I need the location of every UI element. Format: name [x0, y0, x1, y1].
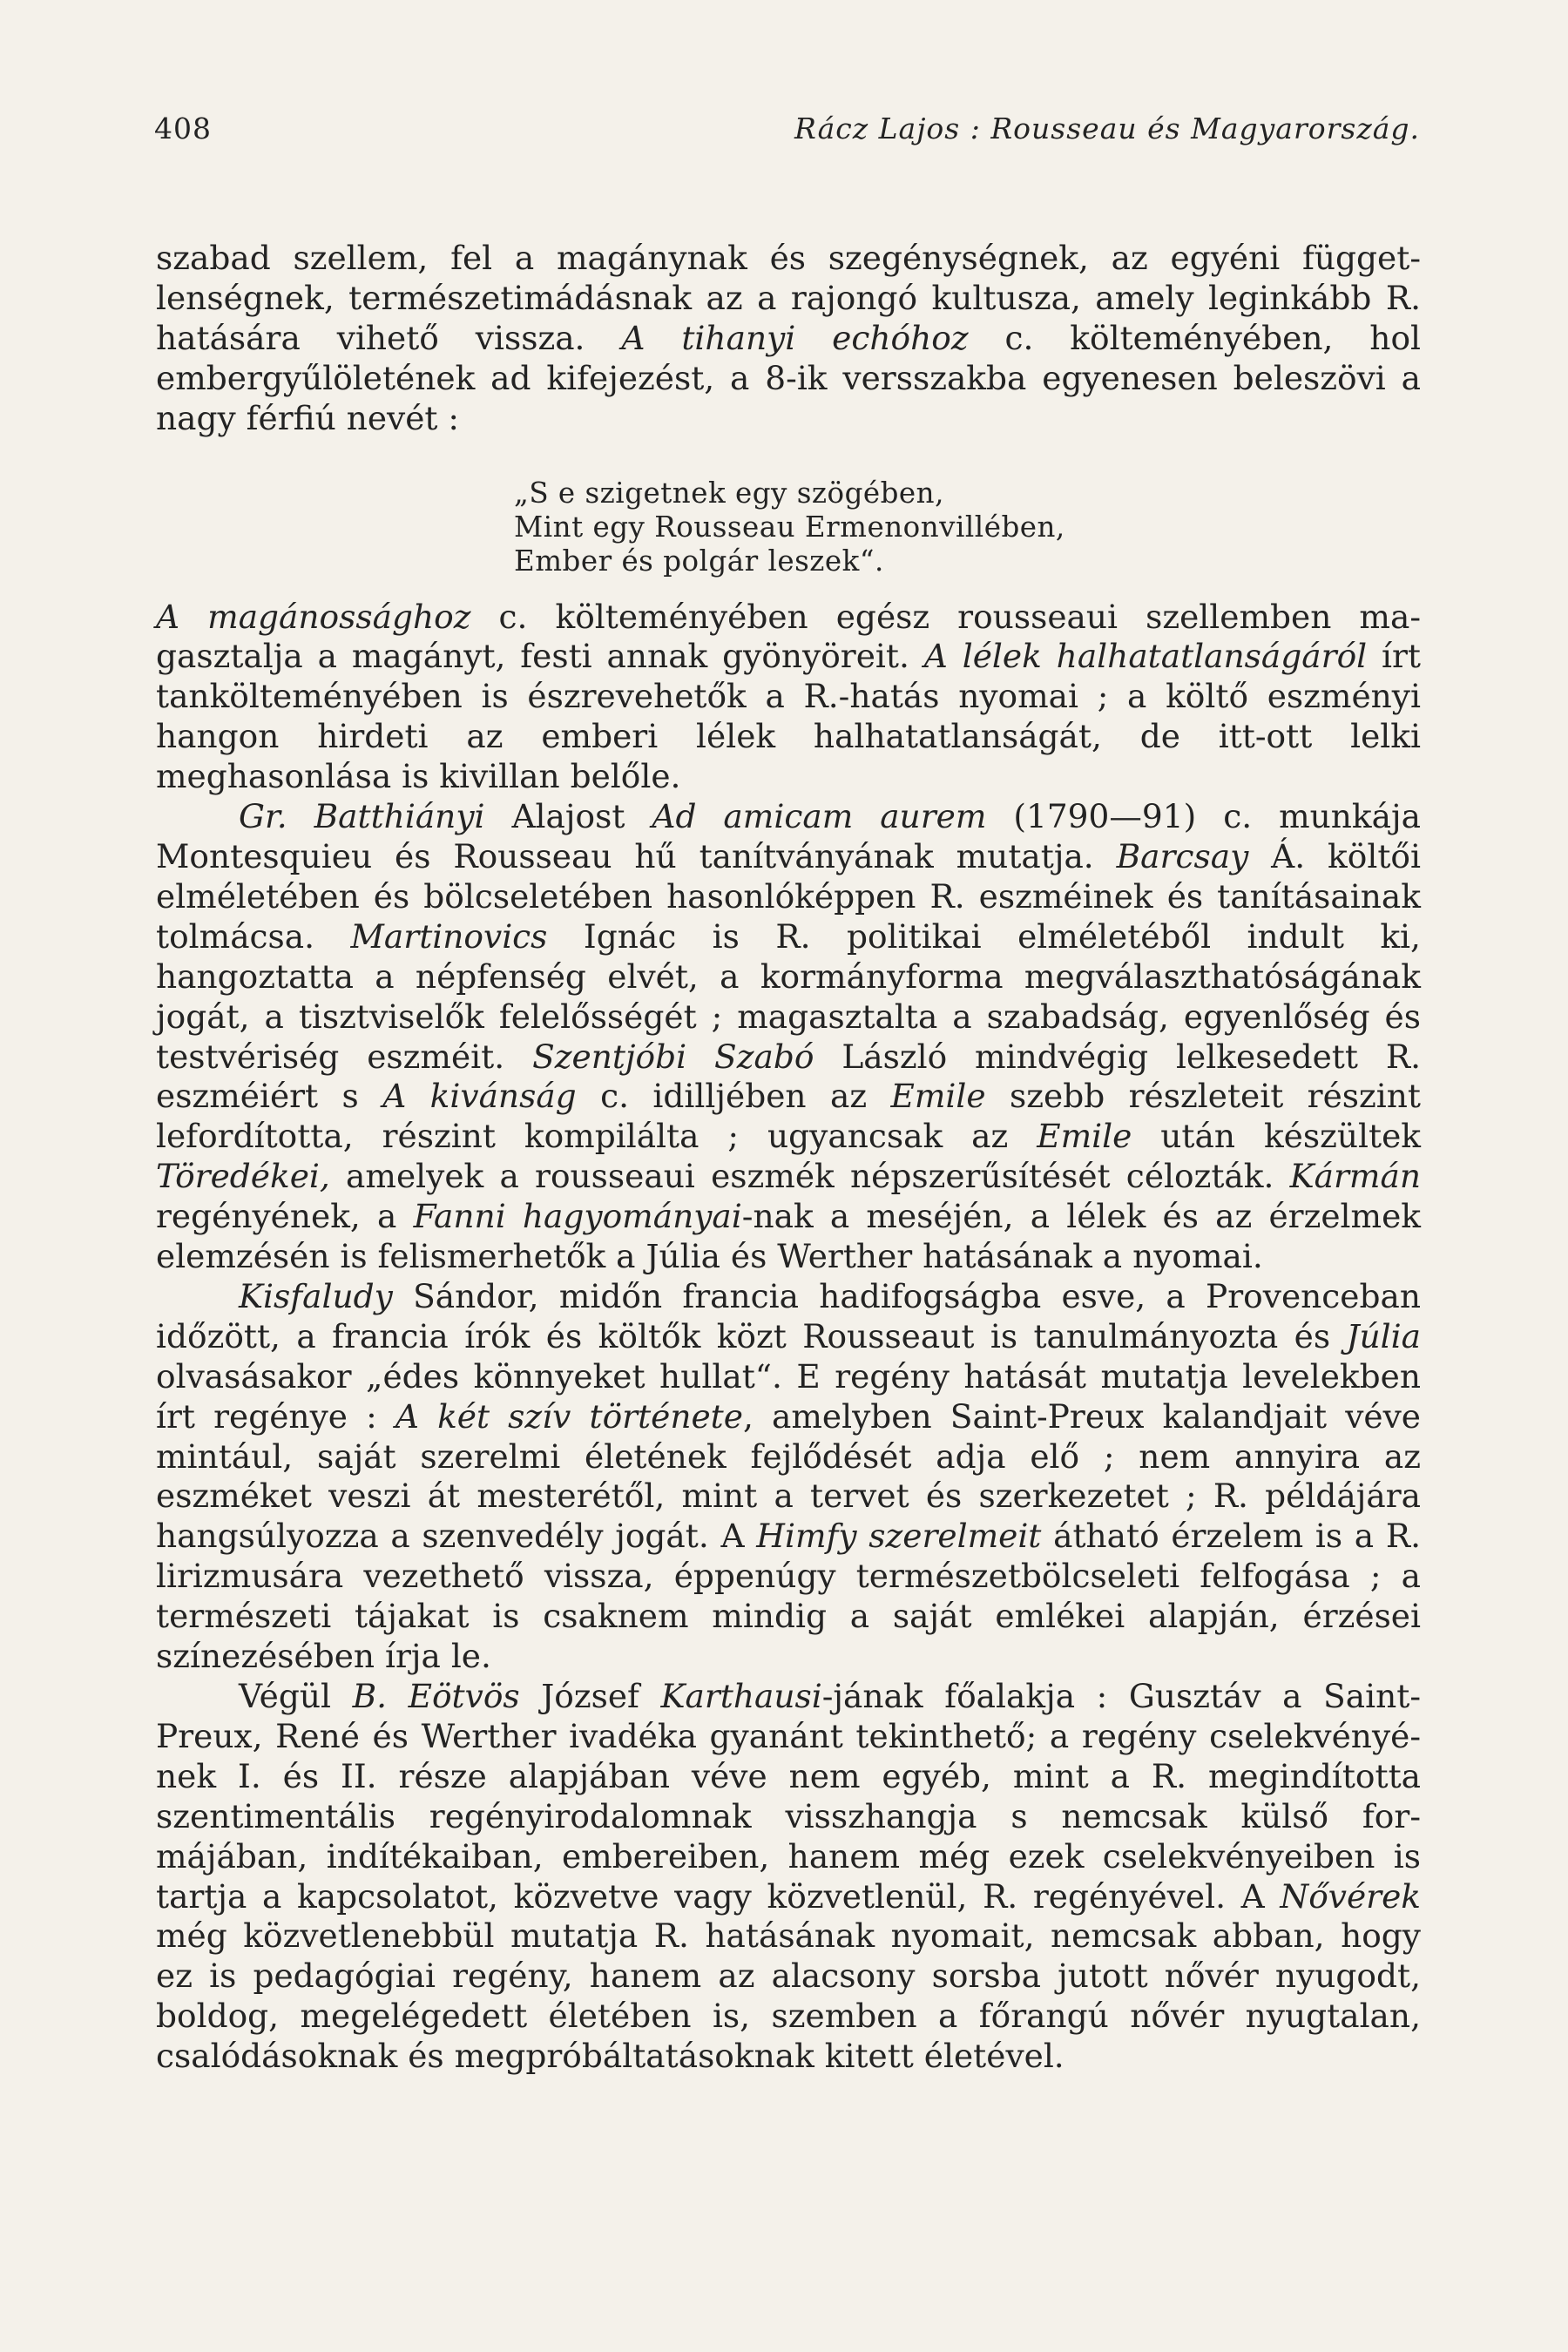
paragraph-4 [156, 1277, 1421, 1677]
page-header [154, 112, 1420, 155]
work-title: A két szív története [395, 1396, 743, 1436]
text-run: szebb részleteit részint lefordította, részint kompilálta ; ugyancsak az [156, 1077, 1421, 1156]
paragraph-5 [156, 1677, 1421, 2077]
poem-line: Ember és polgár leszek“. [514, 544, 884, 578]
text-run: -jának főalakja : Gusztáv a Saint-Preux, René és Werther ivadéka gyanánt tekinthető; a regény cselekvényének I. és II. része alapjában véve nem egyéb, mint a R. megindította szentimentális regényirodalomnak visszhangja s nemcsak külső formájában, indítékaiban, embereiben, hanem még ezek cselekvényeiben is tartja a kapcsolatot, közvetve vagy közvetlenül, R. regényével. A [156, 1677, 1421, 1916]
paragraph-1 [156, 239, 1421, 439]
poem-title: A magánossághoz [156, 597, 471, 636]
text-run: c. költeményében egész rousseaui szellemben magasztalja a magányt, festi annak gyönyöreit. [156, 597, 1421, 676]
text-run: c. idilljében az [576, 1077, 891, 1116]
poem-title: A tihanyi echóhoz [621, 318, 969, 357]
text-run: László mindvégig lelkesedett R. eszméiért s [156, 1037, 1421, 1116]
text-run: (1790—91) c. munkája Montesquieu és Rousseau hű tanítványának mutatja. [156, 797, 1421, 875]
poem-quote [514, 476, 1421, 578]
text-run: olvasásakor „édes könnyeket hullat“. E regény hatását mutatja levelekben írt regénye : [156, 1356, 1421, 1436]
text-run: Á. költői elméletében és bölcseletében hasonlóképpen R. eszméinek és tanításainak tolmácsa. [156, 836, 1421, 956]
text-run: Alajost [484, 797, 652, 836]
text-run: József [519, 1677, 661, 1715]
text-run: Ignác is R. politikai elméletéből indult ki, hangoztatta a népfenség elvét, a kormányforma megválaszthatóságának jogát, a tisztviselők felelősségét ; magasztalta a szabadság, egyenlőség és testvériség eszméit. [156, 916, 1421, 1076]
text-run: átható érzelem is a R. lirizmusára vezethető vissza, éppenúgy természetbölcseleti felfogása ; a természeti tájakat is csaknem mindig a saját emlékei alapján, érzései színezésében írja le. [156, 1517, 1421, 1676]
author-name: B. Eötvös [352, 1677, 520, 1715]
author-name: Kármán [1289, 1157, 1421, 1196]
work-title: Emile [1037, 1117, 1132, 1156]
author-name: Barcsay [1116, 836, 1249, 875]
work-title: Himfy szerelmeit [756, 1517, 1042, 1556]
work-title: Töredékei, [156, 1157, 330, 1196]
text-run: Sándor, midőn francia hadifogságba esve, a Provenceban időzött, a francia írók és költők közt Rousseaut is tanulmányozta és [156, 1276, 1421, 1355]
work-title: Karthausi [660, 1677, 822, 1715]
work-title: Ad amicam aurem [652, 797, 987, 836]
author-name: Szentjóbi Szabó [532, 1037, 814, 1076]
text-run: c. költeményében, hol embergyűlöletének ad kifejezést, a 8-ik versszakba egyenesen beleszövi a nagy férfiú nevét : [156, 318, 1422, 437]
author-name: Gr. Batthiányi [239, 797, 485, 836]
work-title: Júlia [1346, 1316, 1421, 1355]
text-run: még közvetlenebbül mutatja R. hatásának nyomait, nemcsak abban, hogy ez is pedagógiai regény, hanem az alacsony sorsba jutott nővér nyugodt, boldog, megelégedett életében is, szemben a főrangú nővér nyugtalan, csalódásoknak és megpróbáltatásoknak kitett életével. [156, 1916, 1421, 2076]
text-run: regényének, a [156, 1197, 414, 1236]
work-title: Emile [890, 1077, 986, 1116]
work-title: Nővérek [1280, 1876, 1421, 1916]
text-run: , amelyben Saint-Preux kalandjait véve mintául, saját szerelmi életének fejlődését adja elő ; nem annyira az eszméket veszi át mesterétől, mint a tervet és szerkezetet ; R. példájára hangsúlyozza a szenvedély jogát. A [156, 1396, 1421, 1556]
work-title: Fanni hagyományai [413, 1197, 742, 1236]
poem-line: „S e szigetnek egy szögében, [514, 476, 944, 510]
body-text [156, 239, 1421, 2077]
work-title: A kivánság [382, 1077, 577, 1116]
running-title: Rácz Lajos : Rousseau és Magyarország. [794, 112, 1420, 145]
paragraph-3 [156, 797, 1421, 1277]
paragraph-2 [156, 598, 1421, 798]
text-run: -nak a meséjén, a lélek és az érzelmek elemzésén is felismerhetők a Júlia és Werther hatásának a nyomai. [156, 1197, 1421, 1276]
text-run: Végül [239, 1677, 353, 1715]
text-run: után készültek [1132, 1117, 1421, 1156]
author-name: Kisfaludy [239, 1276, 393, 1315]
text-run: amelyek a rousseaui eszmék népszerűsítését célozták. [329, 1157, 1290, 1196]
poem-title: A lélek halhatatlanságáról [923, 637, 1368, 676]
poem-line: Mint egy Rousseau Ermenonvillében, [514, 510, 1065, 544]
text-run: szabad szellem, fel a magánynak és szegénységnek, az egyéni függetlenségnek, természetimádásnak az a rajongó kultusza, amely leginkább R. hatására vihető vissza. [156, 239, 1421, 357]
text-run: írt tankölteményében is észrevehetők a R.-hatás nyomai ; a költő eszményi hangon hirdeti az emberi lélek halhatatlanságát, de itt-ott lelki meghasonlása is kivillan belőle. [156, 637, 1421, 796]
author-name: Martinovics [350, 916, 548, 956]
page-number: 408 [154, 112, 212, 145]
